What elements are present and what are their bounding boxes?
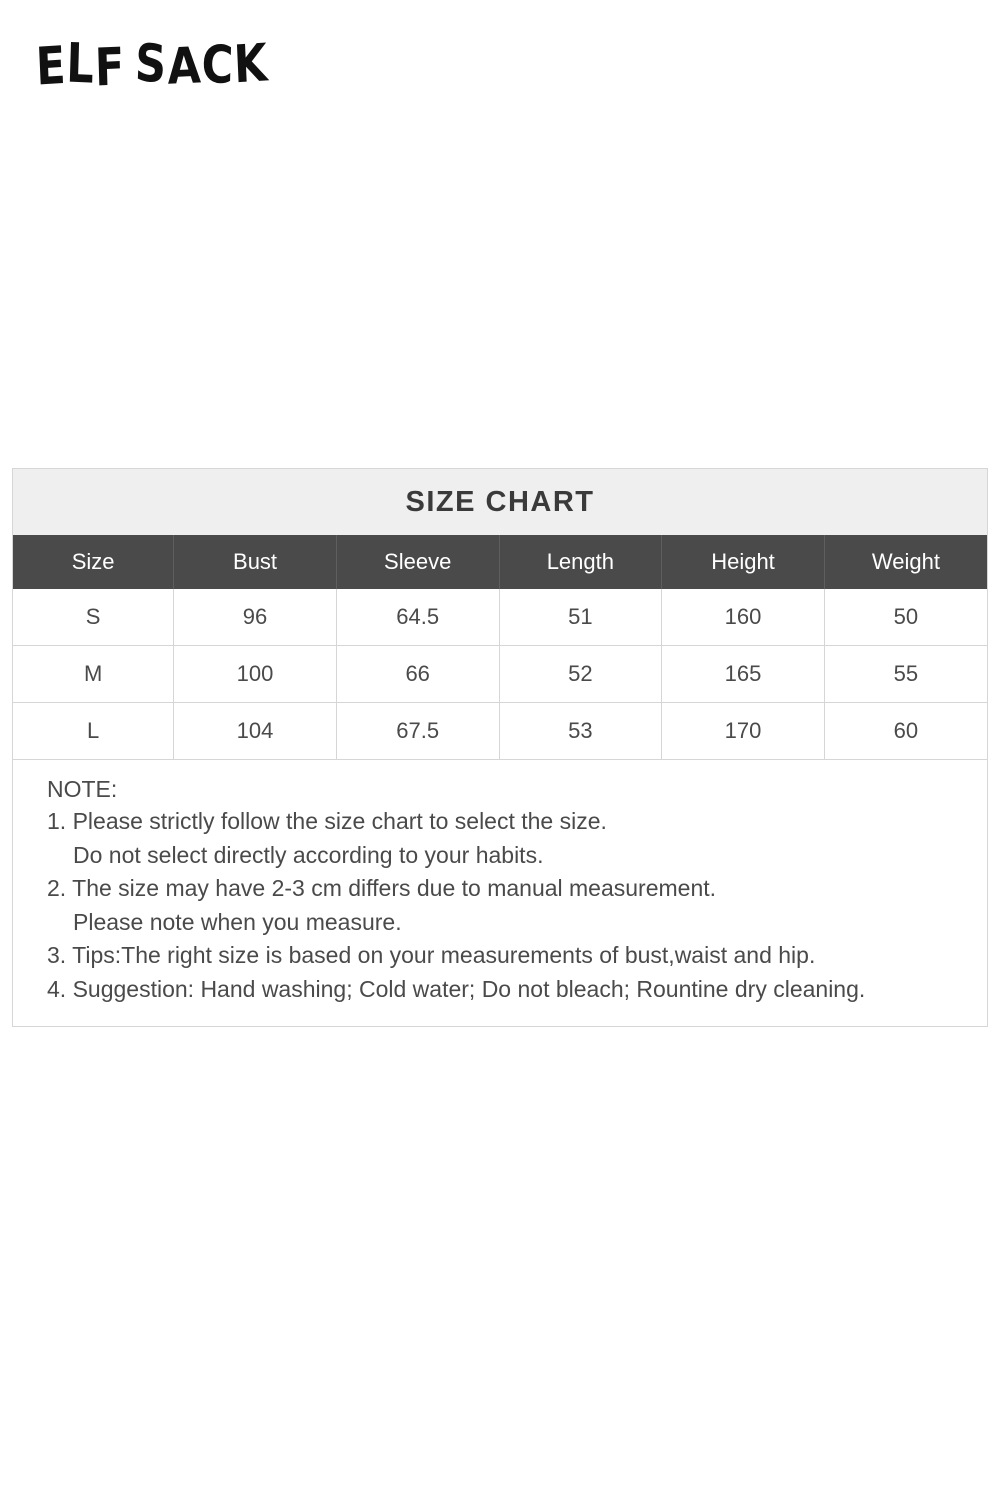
table-header-row bbox=[13, 535, 987, 589]
cell-height: 165 bbox=[662, 646, 825, 703]
column-header-sleeve: Sleeve bbox=[336, 535, 499, 589]
column-header-size: Size bbox=[13, 535, 174, 589]
cell-bust: 100 bbox=[174, 646, 337, 703]
brand-letter: L bbox=[65, 31, 96, 97]
brand-letter: K bbox=[232, 33, 270, 96]
cell-size: L bbox=[13, 703, 174, 760]
cell-length: 51 bbox=[499, 589, 662, 646]
size-chart-title: SIZE CHART bbox=[13, 469, 987, 535]
note-heading: NOTE: bbox=[47, 776, 118, 802]
note-section bbox=[13, 760, 987, 1026]
cell-sleeve: 67.5 bbox=[336, 703, 499, 760]
size-chart-panel bbox=[12, 468, 988, 1027]
brand-letter: C bbox=[200, 34, 236, 97]
column-header-height: Height bbox=[662, 535, 825, 589]
cell-sleeve: 66 bbox=[336, 646, 499, 703]
cell-size: M bbox=[13, 646, 174, 703]
note-line: 1. Please strictly follow the size chart to select the size. bbox=[47, 808, 607, 834]
cell-bust: 96 bbox=[174, 589, 337, 646]
brand-letter: S bbox=[133, 33, 169, 96]
cell-bust: 104 bbox=[174, 703, 337, 760]
note-line: 4. Suggestion: Hand washing; Cold water; Do not bleach; Rountine dry cleaning. bbox=[47, 975, 866, 1002]
cell-weight: 55 bbox=[824, 646, 987, 703]
note-line: Please note when you measure. bbox=[73, 908, 402, 935]
brand-logo-text bbox=[34, 31, 271, 99]
size-chart-table bbox=[13, 535, 987, 760]
cell-height: 170 bbox=[662, 703, 825, 760]
brand-letter: A bbox=[166, 36, 203, 97]
brand-letter: E bbox=[34, 35, 68, 98]
note-line: 2. The size may have 2-3 cm differs due to manual measurement. bbox=[47, 875, 717, 902]
brand-logo bbox=[34, 31, 276, 110]
cell-sleeve: 64.5 bbox=[336, 589, 499, 646]
column-header-weight: Weight bbox=[824, 535, 987, 589]
note-line: 3. Tips:The right size is based on your measurements of bust,waist and hip. bbox=[47, 942, 816, 969]
note-line: Do not select directly according to your habits. bbox=[73, 841, 544, 868]
brand-letter: F bbox=[94, 37, 127, 99]
table-row bbox=[13, 703, 987, 760]
cell-size: S bbox=[13, 589, 174, 646]
cell-weight: 60 bbox=[824, 703, 987, 760]
cell-weight: 50 bbox=[824, 589, 987, 646]
column-header-bust: Bust bbox=[174, 535, 337, 589]
table-row bbox=[13, 589, 987, 646]
cell-height: 160 bbox=[662, 589, 825, 646]
column-header-length: Length bbox=[499, 535, 662, 589]
cell-length: 53 bbox=[499, 703, 662, 760]
cell-length: 52 bbox=[499, 646, 662, 703]
table-row bbox=[13, 646, 987, 703]
